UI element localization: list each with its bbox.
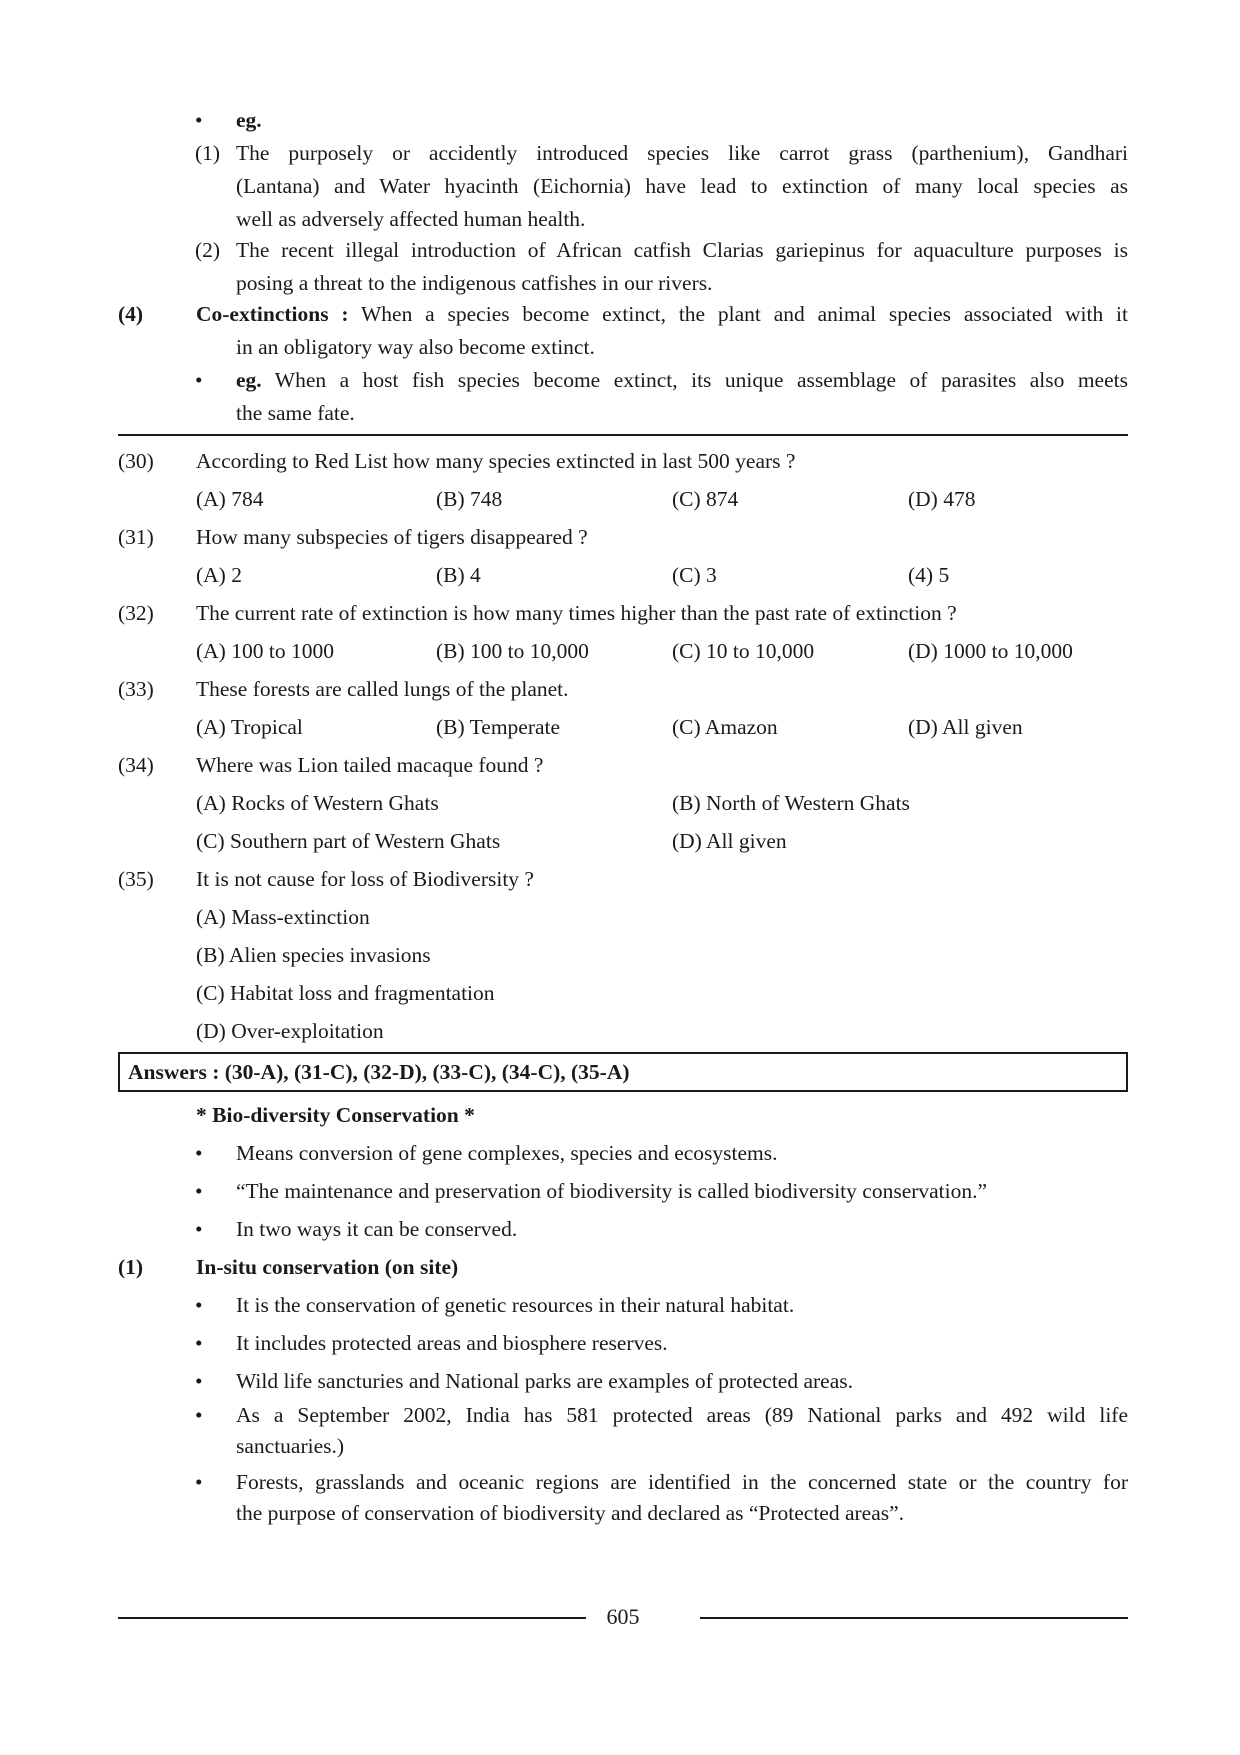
item-text: The recent illegal introduction of African catfish Clarias gariepinus for aquaculture purposes is (236, 238, 1128, 262)
eg-row (118, 104, 1128, 137)
coextinctions-text: in an obligatory way also become extinct. (236, 335, 595, 359)
list-item: • “The maintenance and preservation of biodiversity is called biodiversity conservation.” (118, 1172, 1128, 1210)
bullet: • (195, 368, 203, 392)
bullet: • (195, 108, 203, 132)
bullet: • (195, 1369, 203, 1393)
page-number: 605 (606, 1604, 640, 1629)
bullet: • (195, 1293, 203, 1317)
list-item: • It includes protected areas and biosphere reserves. (118, 1324, 1128, 1362)
divider (118, 434, 1128, 436)
option-a: (A) Mass-extinction (196, 905, 370, 929)
option-d: (D) All given (672, 829, 787, 853)
item-text: well as adversely affected human health. (236, 207, 586, 231)
option-b: (B) Alien species invasions (196, 943, 431, 967)
question-number: (35) (118, 867, 154, 891)
option-b: (B) North of Western Ghats (672, 791, 910, 815)
option-a: (A) 100 to 1000 (196, 639, 334, 663)
question-text: How many subspecies of tigers disappeared ? (196, 525, 588, 549)
question-text: It is not cause for loss of Biodiversity ? (196, 867, 534, 891)
option-c: (C) 874 (672, 487, 739, 511)
question-34 (118, 746, 1128, 860)
eg-label: eg. (236, 368, 262, 392)
bullet: • (195, 1331, 203, 1355)
insitu-section (118, 1248, 1128, 1529)
option-d: (D) Over-exploitation (196, 1019, 384, 1043)
question-number: (34) (118, 753, 154, 777)
item-text: (Lantana) and Water hyacinth (Eichornia) have lead to extinction of many local species as (236, 174, 1128, 198)
question-33 (118, 670, 1128, 746)
list-item: • Wild life sancturies and National parks are examples of protected areas. (118, 1362, 1128, 1400)
option-c: (C) Amazon (672, 715, 778, 739)
list-item: • As a September 2002, India has 581 protected areas (89 National parks and 492 wild life sanctuaries.) (118, 1400, 1128, 1462)
bullet: • (195, 1403, 203, 1427)
coextinctions-section (118, 298, 1128, 430)
item-text: posing a threat to the indigenous catfishes in our rivers. (236, 271, 713, 295)
intro-item-2 (118, 234, 1128, 300)
option-c: (C) 3 (672, 563, 717, 587)
option-d: (D) All given (908, 715, 1023, 739)
option-b: (B) 748 (436, 487, 503, 511)
question-text: These forests are called lungs of the planet. (196, 677, 569, 701)
option-c: (C) Habitat loss and fragmentation (196, 981, 495, 1005)
option-a: (A) 2 (196, 563, 242, 587)
item-text: The purposely or accidently introduced species like carrot grass (parthenium), Gandhari (236, 141, 1128, 165)
question-35 (118, 860, 1128, 1050)
option-b: (B) 4 (436, 563, 481, 587)
option-d: (4) 5 (908, 563, 950, 587)
eg-label: eg. (236, 108, 262, 132)
section-number: (1) (118, 1255, 144, 1279)
question-32 (118, 594, 1128, 670)
question-31 (118, 518, 1128, 594)
footer-rule-right (700, 1617, 1128, 1619)
list-item: • In two ways it can be conserved. (118, 1210, 1128, 1248)
bullet: • (195, 1141, 203, 1165)
option-a: (A) 784 (196, 487, 264, 511)
item-number: (1) (195, 141, 221, 165)
question-30 (118, 442, 1128, 518)
option-b: (B) Temperate (436, 715, 561, 739)
coextinctions-text: When a species become extinct, the plant and animal species associated with it (361, 302, 1128, 326)
option-d: (D) 478 (908, 487, 976, 511)
answers-box: Answers : (30-A), (31-C), (32-D), (33-C), (34-C), (35-A) (118, 1052, 1128, 1092)
intro-item-1 (118, 137, 1128, 236)
eg-text: When a host fish species become extinct, its unique assemblage of parasites also meets (274, 368, 1128, 392)
bullet: • (195, 1217, 203, 1241)
question-text: According to Red List how many species extincted in last 500 years ? (196, 449, 796, 473)
option-c: (C) 10 to 10,000 (672, 639, 815, 663)
bullet: • (195, 1470, 203, 1494)
option-c: (C) Southern part of Western Ghats (196, 829, 501, 853)
option-a: (A) Tropical (196, 715, 303, 739)
insitu-heading: In-situ conservation (on site) (196, 1255, 459, 1279)
question-number: (33) (118, 677, 154, 701)
list-item: • Forests, grasslands and oceanic regions are identified in the concerned state or the country for the purpose of conservation of biodiversity and declared as “Protected areas”. (118, 1467, 1128, 1529)
eg-text: the same fate. (236, 401, 355, 425)
question-number: (30) (118, 449, 154, 473)
question-text: The current rate of extinction is how many times higher than the past rate of extinction ? (196, 601, 957, 625)
option-d: (D) 1000 to 10,000 (908, 639, 1073, 663)
item-number: (2) (195, 238, 221, 262)
list-item: • Means conversion of gene complexes, species and ecosystems. (118, 1134, 1128, 1172)
conservation-section (118, 1096, 1128, 1248)
coextinctions-title: Co-extinctions : (196, 302, 349, 326)
section-number: (4) (118, 302, 144, 326)
page-footer (118, 1602, 1128, 1632)
question-number: (32) (118, 601, 154, 625)
option-a: (A) Rocks of Western Ghats (196, 791, 439, 815)
question-number: (31) (118, 525, 154, 549)
option-b: (B) 100 to 10,000 (436, 639, 589, 663)
list-item: • It is the conservation of genetic resources in their natural habitat. (118, 1286, 1128, 1324)
page-content (118, 104, 1128, 1529)
bullet: • (195, 1179, 203, 1203)
question-text: Where was Lion tailed macaque found ? (196, 753, 544, 777)
conservation-heading: * Bio-diversity Conservation * (196, 1103, 475, 1127)
